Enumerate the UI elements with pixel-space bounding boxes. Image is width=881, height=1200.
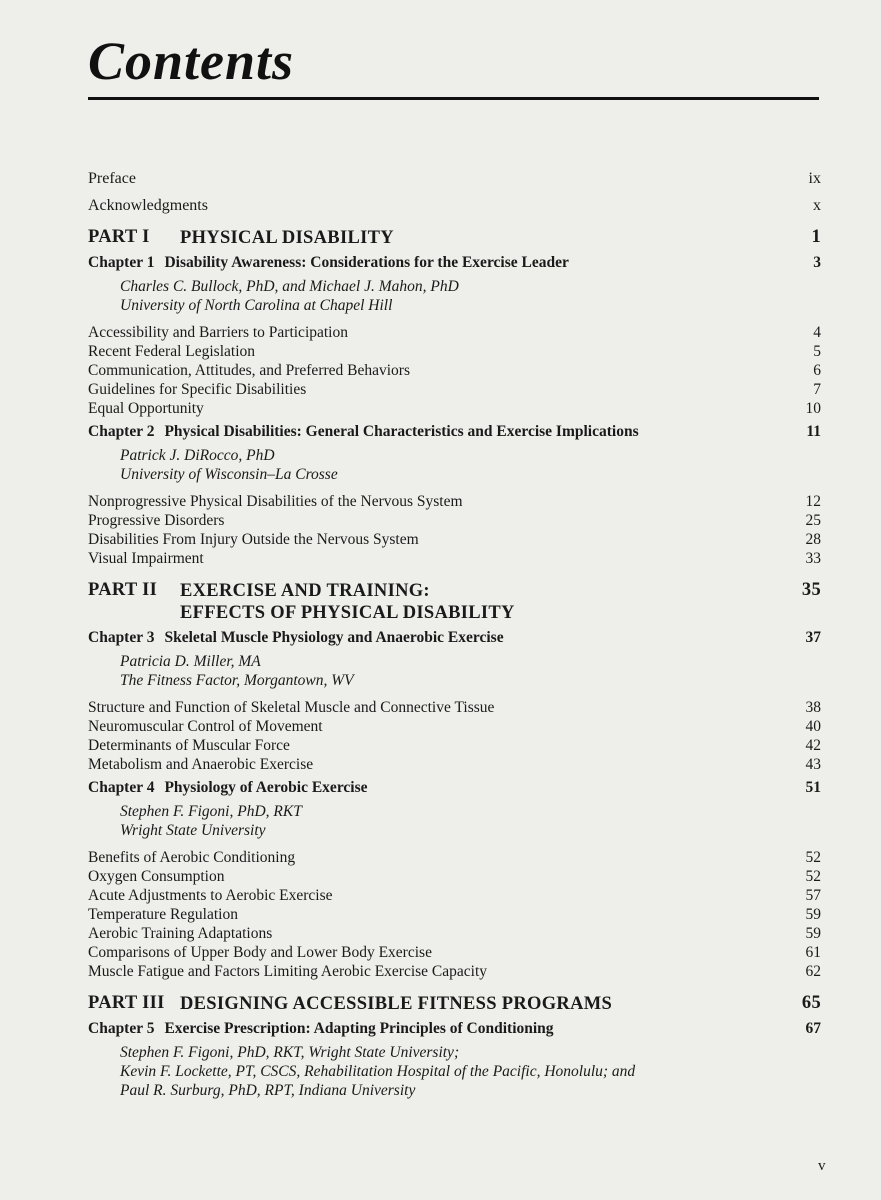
chapter-label: Chapter 5 — [88, 1020, 155, 1037]
section-title: Comparisons of Upper Body and Lower Body Exercise — [88, 944, 432, 961]
section-title: Aerobic Training Adaptations — [88, 925, 273, 942]
section-title: Oxygen Consumption — [88, 868, 225, 885]
section-title: Recent Federal Legislation — [88, 343, 255, 360]
section-page: 25 — [805, 512, 821, 529]
section-entry[interactable] — [88, 530, 821, 549]
chapter-heading[interactable] — [88, 629, 821, 647]
part-heading[interactable] — [88, 580, 821, 624]
part-title — [180, 580, 515, 624]
chapter-heading[interactable] — [88, 779, 821, 797]
section-page: 4 — [813, 324, 821, 341]
entry-page: ix — [808, 170, 821, 187]
section-page: 28 — [805, 531, 821, 548]
part-label: PART II — [88, 580, 158, 600]
section-page: 43 — [805, 756, 821, 773]
section-entry[interactable] — [88, 924, 821, 943]
section-title: Disabilities From Injury Outside the Nervous System — [88, 531, 419, 548]
section-page: 61 — [805, 944, 821, 961]
section-page: 7 — [813, 381, 821, 398]
chapter-page: 3 — [813, 254, 821, 271]
author-line: The Fitness Factor, Morgantown, WV — [120, 672, 354, 689]
section-entry[interactable] — [88, 886, 821, 905]
section-title: Acute Adjustments to Aerobic Exercise — [88, 887, 333, 904]
part-label: PART I — [88, 227, 150, 247]
section-page: 62 — [805, 963, 821, 980]
chapter-page: 51 — [805, 779, 821, 796]
part-heading-text — [88, 993, 612, 1015]
part-heading[interactable] — [88, 993, 821, 1015]
section-entry[interactable] — [88, 905, 821, 924]
section-page: 57 — [805, 887, 821, 904]
chapter-heading-text — [88, 254, 569, 272]
section-entry[interactable] — [88, 736, 821, 755]
section-entry[interactable] — [88, 867, 821, 886]
chapter-title: Exercise Prescription: Adapting Principles of Conditioning — [164, 1020, 554, 1037]
section-page: 33 — [805, 550, 821, 567]
part-title-line: EXERCISE AND TRAINING: — [180, 581, 430, 601]
chapter-label: Chapter 3 — [88, 629, 155, 646]
chapter-authors — [88, 1043, 821, 1100]
chapter-heading[interactable] — [88, 423, 821, 441]
section-page: 38 — [805, 699, 821, 716]
part-title-line: PHYSICAL DISABILITY — [180, 228, 394, 248]
part-title-line: EFFECTS OF PHYSICAL DISABILITY — [180, 603, 515, 623]
table-of-contents — [88, 170, 821, 1108]
chapter-title: Skeletal Muscle Physiology and Anaerobic Exercise — [164, 629, 504, 646]
section-entry[interactable] — [88, 717, 821, 736]
section-title: Benefits of Aerobic Conditioning — [88, 849, 296, 866]
page-title: Contents — [88, 31, 295, 91]
chapter-heading[interactable] — [88, 1020, 821, 1038]
section-entry[interactable] — [88, 361, 821, 380]
part-label: PART III — [88, 993, 165, 1013]
section-title: Determinants of Muscular Force — [88, 737, 290, 754]
chapter-title: Physical Disabilities: General Characteristics and Exercise Implications — [164, 423, 639, 440]
section-entry[interactable] — [88, 323, 821, 342]
entry-title: Preface — [88, 170, 136, 187]
part-title — [180, 993, 612, 1015]
part-heading[interactable] — [88, 227, 821, 249]
author-line: Stephen F. Figoni, PhD, RKT — [120, 803, 302, 820]
entry-title: Acknowledgments — [88, 197, 208, 214]
chapter-label: Chapter 2 — [88, 423, 155, 440]
section-title: Visual Impairment — [88, 550, 204, 567]
chapter-authors — [88, 277, 821, 315]
section-page: 52 — [805, 868, 821, 885]
chapter-page: 11 — [806, 423, 821, 440]
section-entry[interactable] — [88, 380, 821, 399]
section-entry[interactable] — [88, 342, 821, 361]
section-title: Equal Opportunity — [88, 400, 204, 417]
section-title: Progressive Disorders — [88, 512, 225, 529]
chapter-heading-text — [88, 423, 639, 441]
front-matter-entry[interactable] — [88, 197, 821, 215]
section-page: 42 — [805, 737, 821, 754]
chapter-authors — [88, 802, 821, 840]
section-entry[interactable] — [88, 399, 821, 418]
chapter-heading[interactable] — [88, 254, 821, 272]
chapter-page: 37 — [805, 629, 821, 646]
section-page: 40 — [805, 718, 821, 735]
section-title: Metabolism and Anaerobic Exercise — [88, 756, 314, 773]
title-rule — [88, 97, 819, 100]
author-line: University of Wisconsin–La Crosse — [120, 466, 338, 483]
chapter-page: 67 — [805, 1020, 821, 1037]
author-line: Charles C. Bullock, PhD, and Michael J. Mahon, PhD — [120, 278, 459, 295]
section-title: Nonprogressive Physical Disabilities of the Nervous System — [88, 493, 463, 510]
author-line: Wright State University — [120, 822, 266, 839]
section-title: Muscle Fatigue and Factors Limiting Aerobic Exercise Capacity — [88, 963, 488, 980]
section-title: Temperature Regulation — [88, 906, 238, 923]
part-page: 35 — [801, 580, 821, 600]
entry-page: x — [813, 197, 821, 214]
section-page: 12 — [805, 493, 821, 510]
chapter-heading-text — [88, 779, 368, 797]
chapter-heading-text — [88, 1020, 554, 1038]
section-page: 59 — [805, 925, 821, 942]
section-entry[interactable] — [88, 848, 821, 867]
chapter-heading-text — [88, 629, 504, 647]
chapter-authors — [88, 652, 821, 690]
author-line: Patricia D. Miller, MA — [120, 653, 261, 670]
part-title-line: DESIGNING ACCESSIBLE FITNESS PROGRAMS — [180, 994, 613, 1014]
chapter-label: Chapter 4 — [88, 779, 155, 796]
section-page: 59 — [805, 906, 821, 923]
section-entry[interactable] — [88, 698, 821, 717]
part-title — [180, 227, 394, 249]
section-title: Accessibility and Barriers to Participation — [88, 324, 348, 341]
section-page: 52 — [805, 849, 821, 866]
section-title: Guidelines for Specific Disabilities — [88, 381, 307, 398]
front-matter-entry[interactable] — [88, 170, 821, 188]
author-line: Kevin F. Lockette, PT, CSCS, Rehabilitation Hospital of the Pacific, Honolulu; and — [120, 1063, 636, 1080]
section-page: 5 — [813, 343, 821, 360]
author-line: University of North Carolina at Chapel Hill — [120, 297, 393, 314]
chapter-label: Chapter 1 — [88, 254, 155, 271]
page-number: v — [818, 1158, 826, 1174]
part-page: 1 — [811, 227, 821, 247]
section-entry[interactable] — [88, 962, 821, 981]
section-entry[interactable] — [88, 943, 821, 962]
section-entry[interactable] — [88, 549, 821, 568]
section-page: 6 — [813, 362, 821, 379]
author-line: Paul R. Surburg, PhD, RPT, Indiana University — [120, 1082, 416, 1099]
part-heading-text — [88, 580, 515, 624]
section-title: Neuromuscular Control of Movement — [88, 718, 323, 735]
section-page: 10 — [805, 400, 821, 417]
section-entry[interactable] — [88, 511, 821, 530]
author-line: Stephen F. Figoni, PhD, RKT, Wright State University; — [120, 1044, 460, 1061]
chapter-authors — [88, 446, 821, 484]
section-entry[interactable] — [88, 492, 821, 511]
section-title: Structure and Function of Skeletal Muscle and Connective Tissue — [88, 699, 495, 716]
part-page: 65 — [801, 993, 821, 1013]
section-title: Communication, Attitudes, and Preferred Behaviors — [88, 362, 410, 379]
part-heading-text — [88, 227, 394, 249]
author-line: Patrick J. DiRocco, PhD — [120, 447, 275, 464]
section-entry[interactable] — [88, 755, 821, 774]
chapter-title: Physiology of Aerobic Exercise — [164, 779, 368, 796]
chapter-title: Disability Awareness: Considerations for the Exercise Leader — [164, 254, 569, 271]
